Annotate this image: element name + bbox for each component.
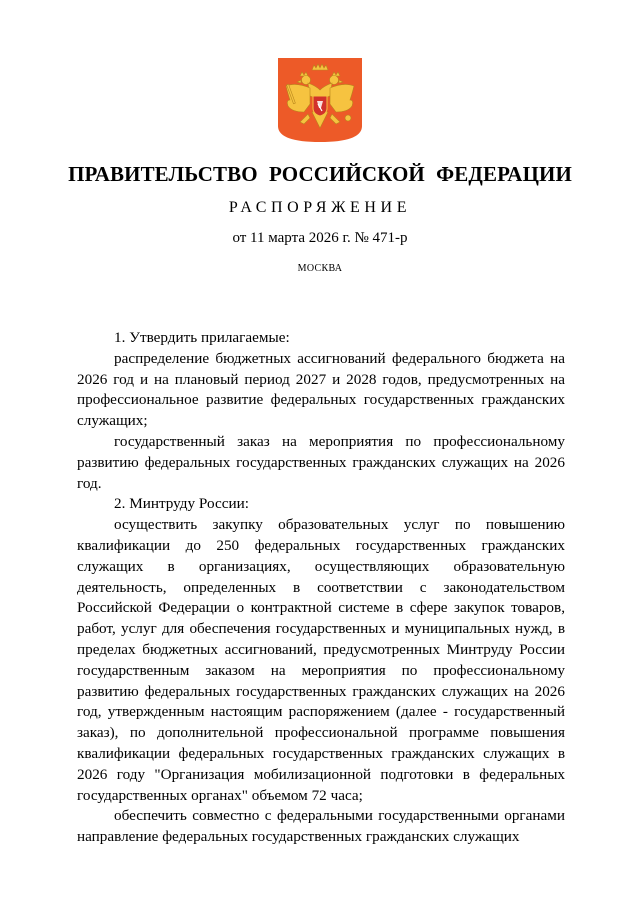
body-paragraph: обеспечить совместно с федеральными государственными органами направление федеральных государственных гражданских служащих <box>77 807 565 846</box>
document-date-number: от 11 марта 2026 г. № 471-р <box>232 230 408 246</box>
government-title: ПРАВИТЕЛЬСТВО РОССИЙСКОЙ ФЕДЕРАЦИИ <box>68 162 572 186</box>
document-type: РАСПОРЯЖЕНИЕ <box>228 199 412 216</box>
body-paragraph: 2. Минтруду России: <box>114 495 249 513</box>
body-paragraph: государственный заказ на мероприятия по профессиональному развитию федеральных государственных гражданских служащих на 2026 год. <box>77 432 565 492</box>
body-paragraph: распределение бюджетных ассигнований федерального бюджета на 2026 год и на плановый период 2027 и 2028 годов, предусмотренных на профессиональное развитие федеральных государственных гражданских служащих; <box>77 349 565 430</box>
city-name: МОСКВА <box>297 263 343 274</box>
body-paragraph: осуществить закупку образовательных услуг по повышению квалификации до 250 федеральных государственных гражданских служащих в организациях, осуществляющих образовательную деятельность, определенных в соответствии с законодательством Российской Федерации о контрактной системе в сфере закупок товаров, работ, услуг для обеспечения государственных и муниципальных нужд, в пределах бюджетных ассигнований, предусмотренных Минтруду России государственным заказом на мероприятия по профессиональному развитию федеральных государственных гражданских служащих на 2026 год, утвержденным настоящим распоряжением (далее - государственный заказ), по дополнительной профессиональной программе повышения квалификации федеральных государственных гражданских служащих в 2026 году "Организация мобилизационной подготовки в федеральных государственных органах" объемом 72 часа; <box>77 516 565 804</box>
document-body <box>77 328 565 848</box>
body-paragraph: 1. Утвердить прилагаемые: <box>114 329 290 346</box>
russian-coat-of-arms-icon <box>276 56 364 144</box>
